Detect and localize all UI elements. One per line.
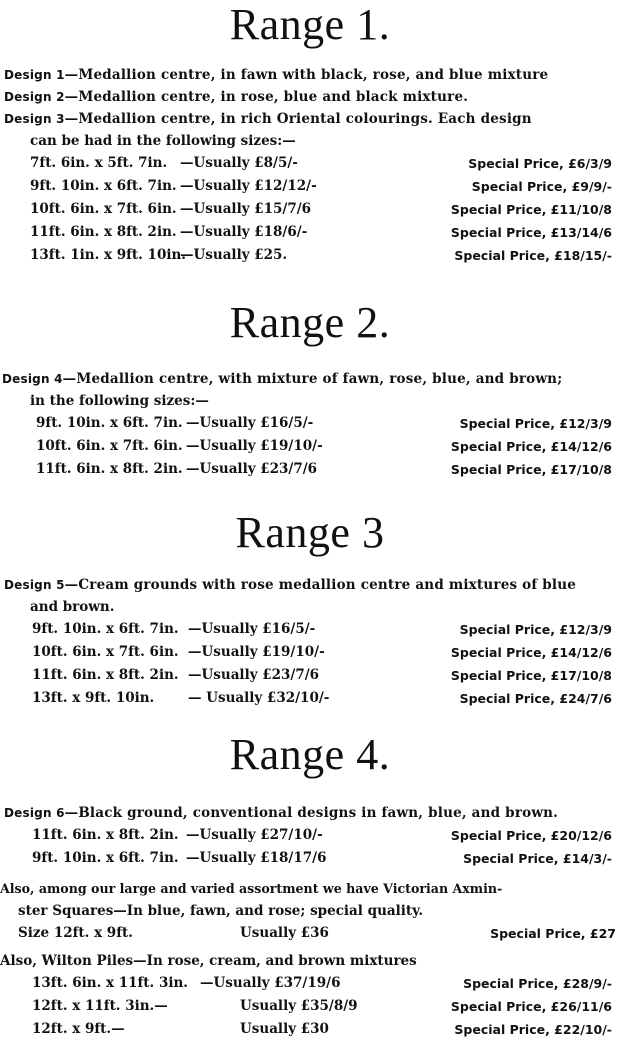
special-price: Special Price, £20/12/6 xyxy=(450,828,612,843)
special-price: Special Price, £11/10/8 xyxy=(450,202,612,217)
special-price: Special Price, £28/9/- xyxy=(463,976,612,991)
size-text: 12ft. x 9ft.— xyxy=(32,1021,125,1037)
price-row xyxy=(0,435,620,458)
size-text: 9ft. 10in. x 6ft. 7in. xyxy=(32,621,179,637)
range-2-section xyxy=(0,298,620,481)
design-6-line xyxy=(0,802,620,824)
design-6-text: —Black ground, conventional designs in fawn, blue, and brown. xyxy=(64,805,559,821)
size-text: 11ft. 6in. x 8ft. 2in. xyxy=(32,827,179,843)
range-1-section xyxy=(0,0,620,267)
axminster-section xyxy=(0,878,620,945)
size-text: 12ft. x 11ft. 3in.— xyxy=(32,998,168,1014)
special-price: Special Price, £14/12/6 xyxy=(450,439,612,454)
usual-price: —Usually £27/10/- xyxy=(186,827,323,843)
special-price: Special Price, £24/7/6 xyxy=(459,691,612,706)
usual-price: —Usually £19/10/- xyxy=(188,644,325,660)
range-1-continuation: can be had in the following sizes:— xyxy=(30,133,296,149)
price-row xyxy=(0,972,620,995)
design-5-label: Design 5 xyxy=(4,578,65,592)
design-3-label: Design 3 xyxy=(4,112,65,126)
usual-price: —Usually £25. xyxy=(180,247,288,263)
usual-price: —Usually £12/12/- xyxy=(180,178,317,194)
design-5-line xyxy=(0,574,620,596)
price-row xyxy=(0,244,620,267)
usual-price: —Usually £16/5/- xyxy=(188,621,316,637)
price-row xyxy=(0,221,620,244)
special-price: Special Price, £22/10/- xyxy=(454,1022,612,1037)
size-text: 11ft. 6in. x 8ft. 2in. xyxy=(32,667,179,683)
usual-price: —Usually £18/17/6 xyxy=(186,850,327,866)
axminster-line-1: Also, among our large and varied assortment we have Victorian Axmin- xyxy=(0,881,503,896)
range-3-section xyxy=(0,508,620,710)
size-text: 13ft. 1in. x 9ft. 10in. xyxy=(30,247,186,263)
price-row xyxy=(0,458,620,481)
special-price: Special Price, £9/9/- xyxy=(471,179,612,194)
usual-price: —Usually £16/5/- xyxy=(186,415,314,431)
size-text: 9ft. 10in. x 6ft. 7in. xyxy=(36,415,183,431)
special-price: Special Price, £12/3/9 xyxy=(459,622,612,637)
price-row xyxy=(0,198,620,221)
special-price: Special Price, £14/12/6 xyxy=(450,645,612,660)
design-4-label: Design 4 xyxy=(2,372,63,386)
range-4-title: Range 4. xyxy=(229,730,391,779)
price-row xyxy=(0,618,620,641)
axminster-line-2: ster Squares—In blue, fawn, and rose; special quality. xyxy=(18,903,424,919)
range-3-title: Range 3 xyxy=(235,508,385,557)
size-text: Size 12ft. x 9ft. xyxy=(18,925,133,941)
size-text: 10ft. 6in. x 7ft. 6in. xyxy=(32,644,179,660)
usual-price: —Usually £15/7/6 xyxy=(180,201,312,217)
wilton-line-1: Also, Wilton Piles—In rose, cream, and brown mixtures xyxy=(0,953,417,969)
price-row xyxy=(0,847,620,870)
price-row xyxy=(0,412,620,435)
usual-price: —Usually £19/10/- xyxy=(186,438,323,454)
size-text: 13ft. 6in. x 11ft. 3in. xyxy=(32,975,188,991)
design-5-text: —Cream grounds with rose medallion centre and mixtures of blue xyxy=(64,577,577,593)
special-price: Special Price, £18/15/- xyxy=(454,248,612,263)
range-2-continuation: in the following sizes:— xyxy=(30,393,209,409)
range-1-title: Range 1. xyxy=(229,0,391,49)
size-text: 11ft. 6in. x 8ft. 2in. xyxy=(30,224,177,240)
special-price: Special Price, £17/10/8 xyxy=(450,462,612,477)
design-3-line xyxy=(0,108,620,130)
usual-price: Usually £35/8/9 xyxy=(240,998,358,1014)
price-row xyxy=(0,995,620,1018)
range-4-section xyxy=(0,730,620,870)
special-price: Special Price, £27 xyxy=(490,926,616,941)
price-row xyxy=(0,687,620,710)
design-3-text: —Medallion centre, in rich Oriental colourings. Each design xyxy=(64,111,532,127)
design-4-text: —Medallion centre, with mixture of fawn, rose, blue, and brown; xyxy=(62,371,563,387)
size-text: 7ft. 6in. x 5ft. 7in. xyxy=(30,155,168,171)
design-6-label: Design 6 xyxy=(4,806,65,820)
design-2-line xyxy=(0,86,620,108)
size-text: 10ft. 6in. x 7ft. 6in. xyxy=(36,438,183,454)
usual-price: —Usually £23/7/6 xyxy=(188,667,320,683)
price-row xyxy=(0,175,620,198)
usual-price: —Usually £23/7/6 xyxy=(186,461,318,477)
special-price: Special Price, £14/3/- xyxy=(463,851,612,866)
special-price: Special Price, £26/11/6 xyxy=(450,999,612,1014)
design-2-text: —Medallion centre, in rose, blue and black mixture. xyxy=(64,89,469,105)
size-text: 9ft. 10in. x 6ft. 7in. xyxy=(30,178,177,194)
special-price: Special Price, £12/3/9 xyxy=(459,416,612,431)
price-row xyxy=(0,152,620,175)
usual-price: Usually £36 xyxy=(240,925,329,941)
size-text: 11ft. 6in. x 8ft. 2in. xyxy=(36,461,183,477)
special-price: Special Price, £17/10/8 xyxy=(450,668,612,683)
usual-price: — Usually £32/10/- xyxy=(188,690,330,706)
wilton-section xyxy=(0,950,620,1041)
size-text: 13ft. x 9ft. 10in. xyxy=(32,690,155,706)
price-row xyxy=(0,824,620,847)
size-text: 10ft. 6in. x 7ft. 6in. xyxy=(30,201,177,217)
size-text: 9ft. 10in. x 6ft. 7in. xyxy=(32,850,179,866)
price-row xyxy=(0,922,620,945)
range-3-continuation: and brown. xyxy=(30,599,115,615)
usual-price: —Usually £18/6/- xyxy=(180,224,308,240)
usual-price: —Usually £8/5/- xyxy=(180,155,298,171)
special-price: Special Price, £13/14/6 xyxy=(450,225,612,240)
usual-price: —Usually £37/19/6 xyxy=(200,975,341,991)
design-1-text: —Medallion centre, in fawn with black, rose, and blue mixture xyxy=(64,67,549,83)
special-price: Special Price, £6/3/9 xyxy=(468,156,612,171)
design-2-label: Design 2 xyxy=(4,90,65,104)
range-2-title: Range 2. xyxy=(229,298,391,347)
usual-price: Usually £30 xyxy=(240,1021,329,1037)
price-row xyxy=(0,664,620,687)
design-4-line xyxy=(0,368,620,390)
price-row xyxy=(0,641,620,664)
design-1-line xyxy=(0,64,620,86)
design-1-label: Design 1 xyxy=(4,68,65,82)
price-row xyxy=(0,1018,620,1041)
